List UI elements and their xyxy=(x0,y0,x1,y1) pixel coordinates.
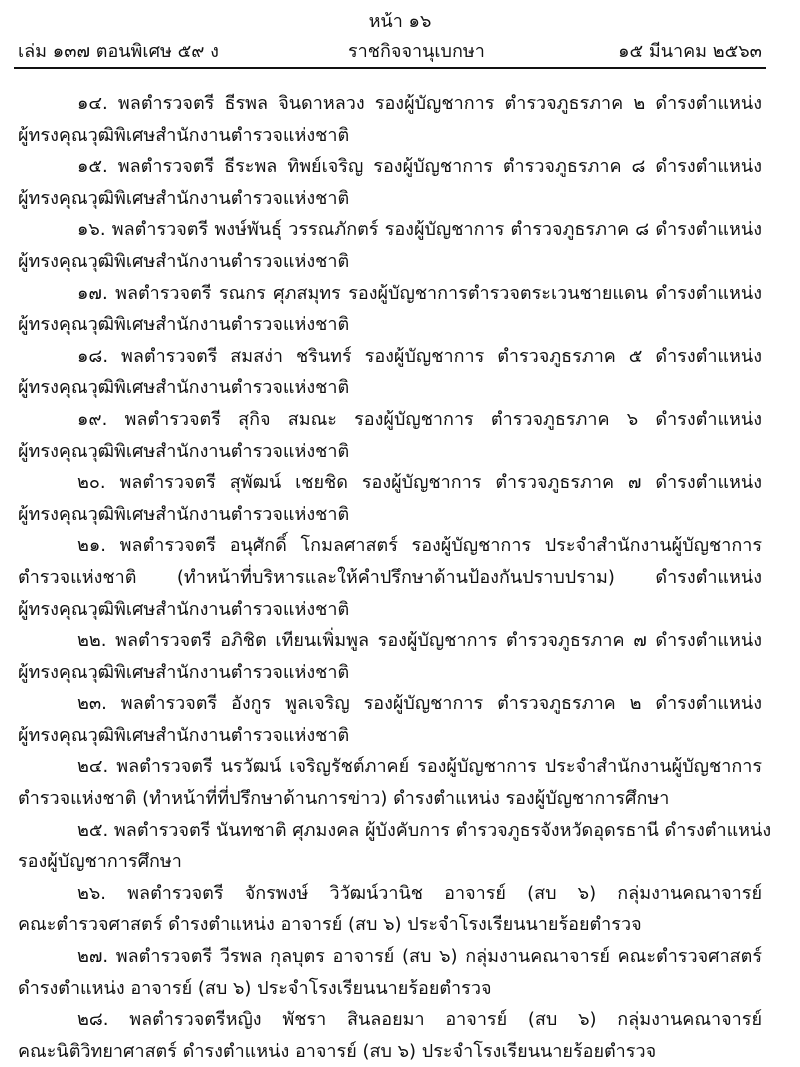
text-line: ๑๙. พลตำรวจตรี สุกิจ สมณะ รองผู้บัญชาการ ตำรวจภูธรภาค ๖ ดำรงตำแหน่ง xyxy=(77,408,762,430)
list-item xyxy=(18,625,762,688)
publication-title: ราชกิจจานุเบกษา xyxy=(348,41,485,62)
text-line: ๑๖. พลตำรวจตรี พงษ์พันธุ์ วรรณภักตร์ รองผู้บัญชาการ ตำรวจภูธรภาค ๘ ดำรงตำแหน่ง xyxy=(77,219,762,241)
text-line: ๑๗. พลตำรวจตรี รณกร ศุภสมุทร รองผู้บัญชาการตำรวจตระเวนชายแดน ดำรงตำแหน่ง xyxy=(77,282,762,304)
text-line: ๑๔. พลตำรวจตรี ธีรพล จินดาหลวง รองผู้บัญชาการ ตำรวจภูธรภาค ๒ ดำรงตำแหน่ง xyxy=(77,93,762,114)
text-line: ตำรวจแห่งชาติ (ทำหน้าที่ที่ปรึกษาด้านการข่าว) ดำรงตำแหน่ง รองผู้บัญชาการศึกษา xyxy=(18,788,670,810)
publication-date: ๑๕ มีนาคม ๒๕๖๓ xyxy=(618,41,762,62)
running-header xyxy=(18,36,762,62)
text-line: ๑๘. พลตำรวจตรี สมสง่า ชรินทร์ รองผู้บัญชาการ ตำรวจภูธรภาค ๕ ดำรงตำแหน่ง xyxy=(77,345,762,367)
text-line: ผู้ทรงคุณวุฒิพิเศษสำนักงานตำรวจแห่งชาติ xyxy=(18,124,350,146)
text-line: ๑๕. พลตำรวจตรี ธีระพล ทิพย์เจริญ รองผู้บัญชาการ ตำรวจภูธรภาค ๘ ดำรงตำแหน่ง xyxy=(77,156,762,178)
text-line: ๒๕. พลตำรวจตรี นันทชาติ ศุภมงคล ผู้บังคับการ ตำรวจภูธรจังหวัดอุดรธานี ดำรงตำแหน่ง xyxy=(77,819,772,841)
page-number: หน้า ๑๖ xyxy=(368,11,432,32)
text-line: ๒๒. พลตำรวจตรี อภิชิต เทียนเพิ่มพูล รองผู้บัญชาการ ตำรวจภูธรภาค ๗ ดำรงตำแหน่ง xyxy=(77,630,762,652)
text-line: ผู้ทรงคุณวุฒิพิเศษสำนักงานตำรวจแห่งชาติ xyxy=(18,503,350,525)
list-item xyxy=(18,1004,762,1067)
list-item xyxy=(18,530,762,625)
text-line: คณะนิติวิทยาศาสตร์ ดำรงตำแหน่ง อาจารย์ (สบ ๖) ประจำโรงเรียนนายร้อยตำรวจ xyxy=(18,1040,657,1062)
text-line: ๒๘. พลตำรวจตรีหญิง พัชรา สินลอยมา อาจารย์ (สบ ๖) กลุ่มงานคณาจารย์ xyxy=(77,1009,762,1031)
text-line: ผู้ทรงคุณวุฒิพิเศษสำนักงานตำรวจแห่งชาติ xyxy=(18,250,350,272)
list-item xyxy=(18,214,762,277)
volume-issue: เล่ม ๑๓๗ ตอนพิเศษ ๕๙ ง xyxy=(18,41,219,62)
list-item xyxy=(18,341,762,404)
text-line: ผู้ทรงคุณวุฒิพิเศษสำนักงานตำรวจแห่งชาติ xyxy=(18,661,350,683)
list-item xyxy=(18,88,762,151)
list-item xyxy=(18,688,762,751)
text-line: ผู้ทรงคุณวุฒิพิเศษสำนักงานตำรวจแห่งชาติ xyxy=(18,440,350,462)
text-line: ๒๓. พลตำรวจตรี อังกูร พูลเจริญ รองผู้บัญชาการ ตำรวจภูธรภาค ๒ ดำรงตำแหน่ง xyxy=(77,693,762,715)
list-item xyxy=(18,815,772,878)
list-item xyxy=(18,878,762,941)
text-line: ๒๖. พลตำรวจตรี จักรพงษ์ วิวัฒน์วานิช อาจารย์ (สบ ๖) กลุ่มงานคณาจารย์ xyxy=(77,882,762,904)
text-line: ผู้ทรงคุณวุฒิพิเศษสำนักงานตำรวจแห่งชาติ xyxy=(18,314,350,336)
text-line: คณะตำรวจศาสตร์ ดำรงตำแหน่ง อาจารย์ (สบ ๖) ประจำโรงเรียนนายร้อยตำรวจ xyxy=(18,914,642,936)
text-line: ๒๐. พลตำรวจตรี สุพัฒน์ เชยชิด รองผู้บัญชาการ ตำรวจภูธรภาค ๗ ดำรงตำแหน่ง xyxy=(77,472,762,494)
text-line: ผู้ทรงคุณวุฒิพิเศษสำนักงานตำรวจแห่งชาติ xyxy=(18,377,350,399)
text-line: ๒๗. พลตำรวจตรี วีรพล กุลบุตร อาจารย์ (สบ ๖) กลุ่มงานคณาจารย์ คณะตำรวจศาสตร์ xyxy=(77,946,762,968)
text-line: ผู้ทรงคุณวุฒิพิเศษสำนักงานตำรวจแห่งชาติ xyxy=(18,187,350,209)
text-line: ๒๔. พลตำรวจตรี นรวัฒน์ เจริญรัชต์ภาคย์ รองผู้บัญชาการ ประจำสำนักงานผู้บัญชาการ xyxy=(77,756,762,778)
list-item xyxy=(18,467,762,530)
text-line: รองผู้บัญชาการศึกษา xyxy=(18,851,182,873)
list-item xyxy=(18,278,762,341)
text-line: ตำรวจแห่งชาติ (ทำหน้าที่บริหารและให้คำปรึกษาด้านป้องกันปราบปราม) ดำรงตำแหน่ง xyxy=(18,566,762,588)
list-item xyxy=(18,404,762,467)
document-body xyxy=(18,88,772,1067)
text-line: ๒๑. พลตำรวจตรี อนุศักดิ์ โกมลศาสตร์ รองผู้บัญชาการ ประจำสำนักงานผู้บัญชาการ xyxy=(77,535,762,557)
list-item xyxy=(18,941,762,1004)
list-item xyxy=(18,151,762,214)
header-rule xyxy=(14,67,766,69)
text-line: ดำรงตำแหน่ง อาจารย์ (สบ ๖) ประจำโรงเรียนนายร้อยตำรวจ xyxy=(18,977,492,999)
text-line: ผู้ทรงคุณวุฒิพิเศษสำนักงานตำรวจแห่งชาติ xyxy=(18,598,350,620)
text-line: ผู้ทรงคุณวุฒิพิเศษสำนักงานตำรวจแห่งชาติ xyxy=(18,724,350,746)
list-item xyxy=(18,751,762,814)
